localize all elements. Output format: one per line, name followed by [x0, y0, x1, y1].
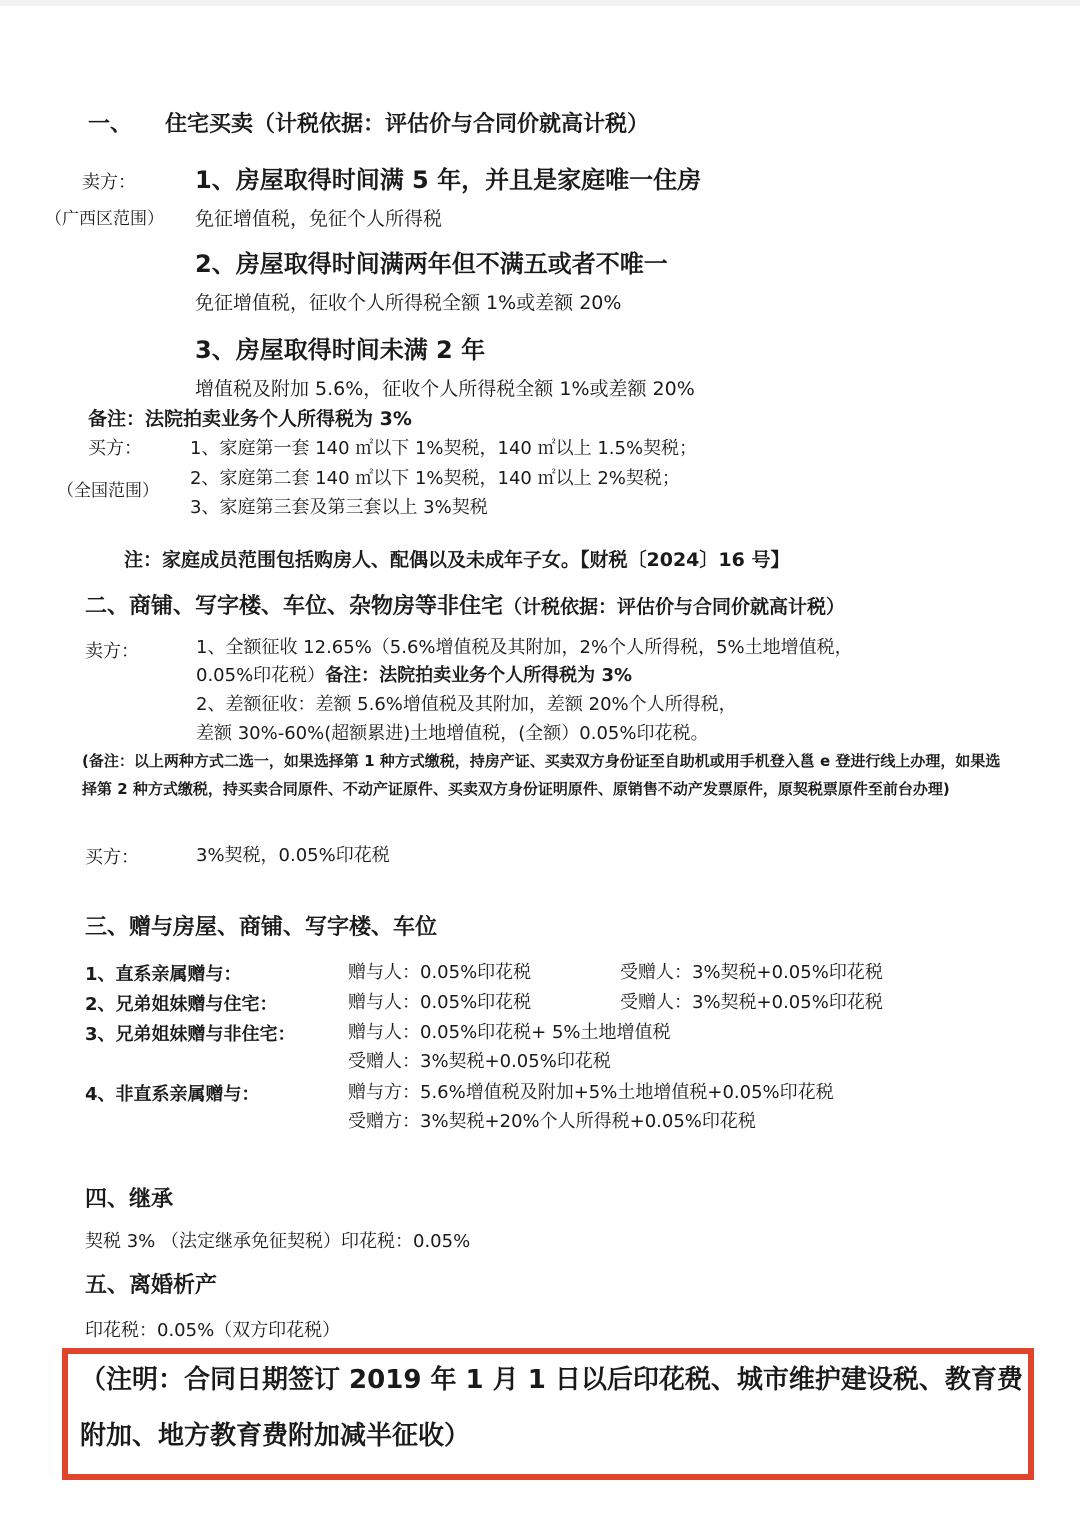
s3-row2-label: 2、兄弟姐妹赠与住宅： — [85, 994, 278, 1015]
buyer-label: 买方： — [88, 438, 142, 459]
s1-item2-title: 2、房屋取得时间满两年但不满五或者不唯一 — [195, 250, 668, 278]
buyer-item-2: 2、家庭第二套 140 ㎡以下 1%契税，140 ㎡以上 2%契税； — [190, 468, 680, 489]
s3-row3-receiver: 受赠人：3%契税+0.05%印花税 — [348, 1051, 611, 1072]
s2-line3: 2、差额征收：差额 5.6%增值税及其附加，差额 20%个人所得税， — [196, 694, 737, 715]
s1-note: 注：家庭成员范围包括购房人、配偶以及未成年子女。【财税〔2024〕16 号】 — [124, 549, 790, 571]
s1-item1-title: 1、房屋取得时间满 5 年，并且是家庭唯一住房 — [195, 166, 702, 194]
buyer-scope: （全国范围） — [57, 481, 159, 501]
s3-row1-giver: 赠与人：0.05%印花税 — [348, 962, 532, 983]
s3-row3-giver: 赠与人：0.05%印花税+ 5%土地增值税 — [348, 1022, 671, 1043]
seller-scope: （广西区范围） — [45, 209, 164, 229]
s3-row4-label: 4、非直系亲属赠与： — [85, 1084, 260, 1105]
section2-title-main: 二、商铺、写字楼、车位、杂物房等非住宅 — [85, 594, 504, 619]
page-top-edge — [0, 0, 1080, 6]
section1-number: 一、 — [88, 112, 133, 137]
s1-item3-title: 3、房屋取得时间未满 2 年 — [195, 336, 486, 364]
section4-title: 四、继承 — [85, 1187, 174, 1212]
s2-remark: (备注：以上两种方式二选一，如果选择第 1 种方式缴税，持房产证、买卖双方身份证至自助机或用手机登入邕 e 登进行线上办理，如果选择第 2 种方式缴税，持买卖合同原件、不动产证原件、买卖双方身份证明原件、原销售不动产发票原件，原契税票原件至前台办理) — [82, 752, 1001, 798]
s1-remark: 备注：法院拍卖业务个人所得税为 3% — [88, 408, 412, 430]
s3-row3-label: 3、兄弟姐妹赠与非住宅： — [85, 1024, 296, 1045]
s1-item3-desc: 增值税及附加 5.6%，征收个人所得税全额 1%或差额 20% — [195, 378, 695, 400]
s3-row1-receiver: 受赠人：3%契税+0.05%印花税 — [620, 962, 883, 983]
seller-label: 卖方： — [82, 172, 136, 193]
s2-line1: 1、全额征收 12.65%（5.6%增值税及其附加，2%个人所得税，5%土地增值税， — [196, 637, 853, 658]
s2-seller-label: 卖方： — [85, 641, 139, 662]
buyer-item-3: 3、家庭第三套及第三套以上 3%契税 — [190, 497, 488, 518]
section1-title: 住宅买卖（计税依据：评估价与合同价就高计税） — [165, 112, 650, 137]
footnote: （注明：合同日期签订 2019 年 1 月 1 日以后印花税、城市维护建设税、教育费附加、地方教育费附加减半征收） — [80, 1365, 1023, 1451]
s3-row1-label: 1、直系亲属赠与： — [85, 964, 242, 985]
section2-title-suffix: （计税依据：评估价与合同价就高计税） — [503, 596, 846, 618]
section5-body: 印花税：0.05%（双方印花税） — [85, 1320, 341, 1341]
s2-buyer-value: 3%契税，0.05%印花税 — [196, 845, 390, 866]
s2-line2-a: 0.05%印花税） — [196, 665, 326, 686]
s3-row4-receiver: 受赠方：3%契税+20%个人所得税+0.05%印花税 — [348, 1111, 756, 1132]
s2-line2 — [196, 661, 632, 687]
s2-line2-remark: 备注：法院拍卖业务个人所得税为 3% — [325, 665, 633, 686]
s3-row4-giver: 赠与方：5.6%增值税及附加+5%土地增值税+0.05%印花税 — [348, 1082, 834, 1103]
section2-title — [85, 589, 845, 620]
s1-item1-desc: 免征增值税，免征个人所得税 — [195, 208, 443, 230]
s2-buyer-label: 买方： — [85, 847, 139, 868]
section3-title: 三、赠与房屋、商铺、写字楼、车位 — [85, 915, 438, 940]
s1-item2-desc: 免征增值税，征收个人所得税全额 1%或差额 20% — [195, 292, 622, 314]
s2-line4: 差额 30%-60%(超额累进)土地增值税，(全额）0.05%印花税。 — [196, 723, 709, 744]
s3-row2-giver: 赠与人：0.05%印花税 — [348, 992, 532, 1013]
s3-row2-receiver: 受赠人：3%契税+0.05%印花税 — [620, 992, 883, 1013]
section5-title: 五、离婚析产 — [85, 1273, 218, 1298]
section4-body: 契税 3% （法定继承免征契税）印花税：0.05% — [85, 1231, 471, 1252]
buyer-item-1: 1、家庭第一套 140 ㎡以下 1%契税，140 ㎡以上 1.5%契税； — [190, 438, 698, 459]
